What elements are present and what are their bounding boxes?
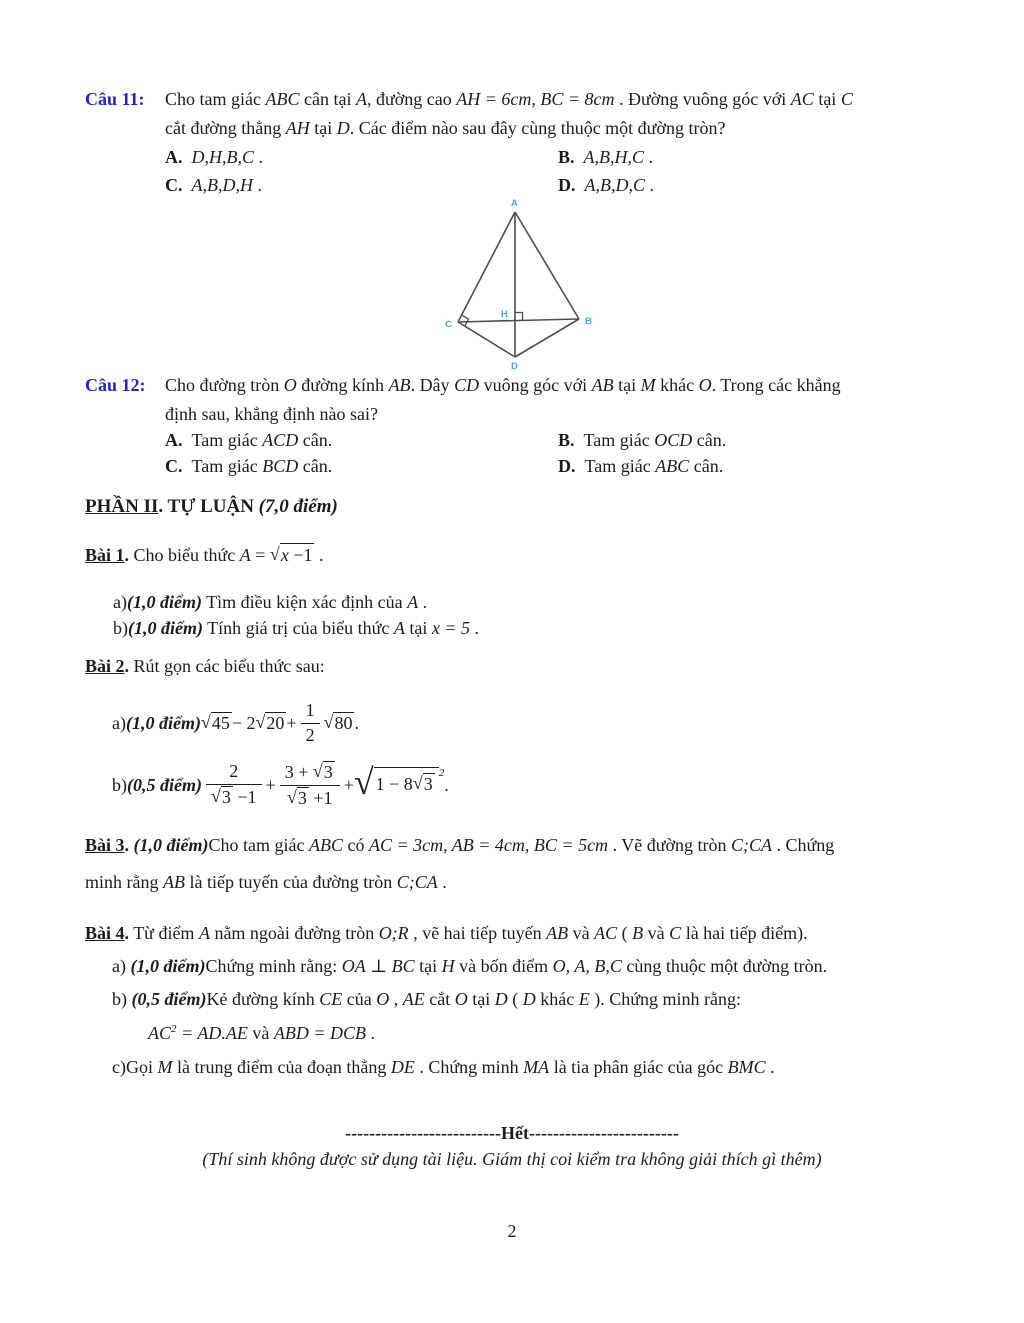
bai3-line1: [85, 834, 834, 857]
text-segment: Tính giá trị của biểu thức: [202, 618, 394, 638]
radical-symbol: √: [200, 712, 211, 732]
text-segment: AH: [285, 118, 310, 138]
text-segment: .: [365, 1023, 375, 1043]
q11-option-c: [165, 174, 262, 197]
text-segment: B: [632, 923, 644, 943]
bai4-item-b: [112, 988, 741, 1011]
item-points: (1,0 điểm): [128, 618, 203, 638]
item-points: (1,0 điểm): [125, 712, 201, 733]
text-segment: . TỰ LUẬN: [158, 496, 259, 517]
radicand: 45: [211, 713, 230, 733]
q12-label: Câu 12:: [85, 375, 146, 395]
option-key: C.: [165, 456, 183, 476]
numerator-pre: 3 +: [284, 761, 313, 782]
text-segment: . Đường vuông góc với: [614, 89, 791, 109]
text-segment: ABC: [308, 835, 343, 855]
text-segment: O: [376, 989, 390, 1009]
item-points: (1,0 điểm): [130, 956, 206, 976]
item-key: a): [112, 712, 126, 733]
figure-label-H: H: [501, 309, 508, 320]
text-segment: AC: [148, 1023, 172, 1043]
right-angle-mark-H: [515, 313, 523, 321]
text-segment: −1: [288, 545, 313, 565]
text-segment: ABC: [655, 456, 690, 476]
text-segment: AB: [388, 375, 411, 395]
text-segment: C;CA: [396, 872, 438, 892]
line-CD: [458, 322, 515, 357]
option-key: D.: [558, 175, 576, 195]
text-segment: định sau, khẳng định nào sai?: [165, 404, 378, 424]
option-key: D.: [558, 456, 576, 476]
text-segment: Tam giác: [191, 456, 263, 476]
radicand-pre: 1 − 8: [375, 774, 413, 794]
item-key: a): [112, 956, 131, 976]
text-segment: cùng thuộc một đường tròn.: [621, 956, 828, 976]
text-segment: (7,0 điểm): [258, 496, 338, 517]
text-segment: D,H,B,C: [191, 147, 254, 167]
text-segment: tại: [813, 89, 841, 109]
text-segment: O;R: [378, 923, 409, 943]
text-segment: vuông góc với: [479, 375, 592, 395]
text-segment: .: [124, 656, 130, 676]
text-segment: x: [280, 545, 289, 565]
text-segment: cân.: [692, 430, 727, 450]
q11-label: Câu 11:: [85, 89, 145, 109]
text-segment: Cho tam giác: [165, 89, 266, 109]
text-segment: .: [470, 618, 479, 638]
text-segment: ACD: [262, 430, 299, 450]
q12-option-c: [165, 455, 332, 478]
text-segment: tại: [467, 989, 495, 1009]
text-segment: c): [112, 1057, 126, 1077]
text-segment: , đường cao: [366, 89, 457, 109]
item-text: [202, 592, 427, 612]
line-AB: [515, 212, 579, 319]
text-segment: là hai tiếp điểm).: [681, 923, 808, 943]
q11-line1: [165, 88, 853, 111]
text-segment: O: [283, 375, 297, 395]
bai4-item-c: [112, 1056, 775, 1079]
text-segment: Tam giác: [191, 430, 263, 450]
sqrt-expression: [313, 761, 335, 784]
formula-end: .: [314, 545, 324, 565]
text-segment: Gọi: [125, 1057, 158, 1077]
text-segment: AC: [790, 89, 814, 109]
q12-option-a: [165, 429, 332, 452]
text-segment: có: [342, 835, 369, 855]
text-segment: .: [124, 835, 130, 855]
text-segment: .: [253, 175, 262, 195]
text-segment: C: [669, 923, 682, 943]
text-segment: DE: [390, 1057, 415, 1077]
radical-symbol: √: [353, 762, 374, 802]
dashes-left: --------------------------: [345, 1123, 501, 1143]
text-segment: .: [765, 1057, 775, 1077]
radical-symbol: √: [255, 712, 266, 732]
text-segment: tại: [613, 375, 641, 395]
text-segment: AH = 6cm, BC = 8cm: [456, 89, 615, 109]
bai1-heading: [85, 543, 323, 567]
dashes-right: -------------------------: [528, 1123, 679, 1143]
text-segment: Tam giác: [583, 430, 655, 450]
text-segment: O, A, B,C: [552, 956, 622, 976]
text-segment: H: [441, 956, 455, 976]
denominator: 2: [305, 724, 315, 745]
part2-heading: [85, 495, 338, 519]
text-segment: A: [355, 89, 367, 109]
text-segment: và bốn điểm: [454, 956, 553, 976]
radicand: 3: [423, 774, 433, 794]
text-segment: D: [522, 989, 536, 1009]
text-segment: 2: [171, 1023, 177, 1035]
option-key: B.: [558, 430, 575, 450]
bai2-item-b: [112, 752, 449, 818]
radical-symbol: √: [323, 712, 334, 732]
text-segment: .: [418, 592, 428, 612]
item-key: b): [112, 989, 132, 1009]
text-segment: và: [568, 923, 595, 943]
line-CB: [458, 319, 579, 322]
radicand: [374, 767, 439, 795]
radicand: 80: [334, 713, 353, 733]
sqrt-expression: [287, 787, 309, 810]
text-segment: Cho đường tròn: [165, 375, 284, 395]
radical-symbol: √: [312, 760, 323, 781]
option-key: C.: [165, 175, 183, 195]
sqrt-expression: [270, 543, 315, 567]
text-segment: O: [454, 989, 468, 1009]
text-segment: . Dây: [410, 375, 455, 395]
text-segment: của: [342, 989, 377, 1009]
q11-option-b: [558, 146, 653, 169]
text-segment: Cho biểu thức: [129, 545, 240, 565]
bai1-item-b: [113, 617, 479, 640]
text-segment: Bài 3: [85, 835, 125, 855]
option-text: [584, 147, 654, 167]
text-segment: AC = 3cm, AB = 4cm, BC = 5cm: [368, 835, 609, 855]
bai1-formula: [240, 545, 324, 565]
text-segment: đường kính: [296, 375, 389, 395]
q12-line1: [165, 374, 841, 397]
text-segment: .: [254, 147, 263, 167]
text-segment: cắt đường thẳng: [165, 118, 286, 138]
denominator: [206, 785, 262, 809]
fraction: [202, 761, 266, 808]
q12-option-b: [558, 429, 726, 452]
text-segment: và: [247, 1023, 274, 1043]
text-segment: . Trong các khẳng: [711, 375, 841, 395]
text-segment: BCD: [262, 456, 299, 476]
text-segment: A,B,H,C: [583, 147, 645, 167]
operator: +: [343, 774, 354, 795]
text-segment: ⊥: [365, 956, 392, 976]
item-points: (0,5 điểm): [127, 774, 202, 795]
figure-label-D: D: [511, 361, 518, 372]
text-segment: là trung điểm của đoạn thẳng: [172, 1057, 391, 1077]
numerator: 1: [301, 700, 320, 724]
sqrt-expression: [211, 786, 233, 809]
text-segment: tại: [404, 618, 432, 638]
text-segment: DCB: [329, 1023, 366, 1043]
text-segment: .: [644, 147, 654, 167]
bai3-line2: [85, 871, 447, 894]
text-segment: . Vẽ đường tròn: [608, 835, 731, 855]
radical-symbol: √: [210, 786, 221, 806]
text-segment: D: [494, 989, 508, 1009]
text-segment: A,B,D,H: [191, 175, 253, 195]
item-text: [203, 618, 479, 638]
big-sqrt-expression: [353, 762, 445, 803]
text-segment: ). Chứng minh rằng:: [589, 989, 741, 1009]
text-segment: là tia phân giác của góc: [549, 1057, 728, 1077]
bai2-item-a: [112, 694, 359, 752]
text-segment: AE: [402, 989, 425, 1009]
item-key: b): [112, 774, 127, 795]
q12-line2: [165, 403, 378, 426]
text-segment: M: [640, 375, 656, 395]
text-segment: nằm ngoài đường tròn: [209, 923, 379, 943]
figure-label-B: B: [585, 316, 592, 327]
sqrt-expression: [201, 712, 232, 734]
option-key: A.: [165, 147, 183, 167]
text-segment: AC: [594, 923, 618, 943]
option-key: A.: [165, 430, 183, 450]
text-segment: A: [393, 618, 405, 638]
text-segment: (: [617, 923, 633, 943]
operator: − 2: [231, 712, 256, 733]
text-segment: (: [507, 989, 523, 1009]
option-text: [585, 456, 724, 476]
text-segment: BMC: [727, 1057, 766, 1077]
end-marker: [0, 1122, 1024, 1145]
bai1-item-a: [113, 591, 427, 614]
numerator: [280, 761, 340, 786]
text-segment: A,B,D,C: [584, 175, 645, 195]
operator: +: [286, 712, 297, 733]
bai2-heading: [85, 655, 325, 678]
text-segment: Rút gọn các biểu thức sau:: [129, 656, 325, 676]
period: .: [354, 712, 359, 733]
radicand: [280, 543, 315, 567]
text-segment: A: [239, 545, 251, 565]
period: .: [444, 774, 449, 795]
text-segment: .: [124, 545, 130, 565]
text-segment: CD: [454, 375, 480, 395]
text-segment: PHẦN II: [85, 496, 159, 517]
figure-label-C: C: [445, 319, 452, 330]
text-segment: Bài 1: [85, 545, 125, 565]
text-segment: OCD: [654, 430, 693, 450]
sqrt-expression: [256, 712, 287, 734]
text-segment: Bài 4: [85, 923, 125, 943]
option-text: [192, 147, 264, 167]
text-segment: MA: [523, 1057, 550, 1077]
text-segment: C: [840, 89, 853, 109]
radicand: 3: [221, 787, 231, 807]
het-label: Hết: [501, 1123, 529, 1143]
text-segment: AB: [591, 375, 614, 395]
bai1-heading-text: [85, 545, 240, 565]
footer-note: (Thí sinh không được sử dụng tài liệu. Giám thị coi kiểm tra không giải thích gì thêm): [202, 1149, 822, 1169]
line-BD: [515, 319, 579, 357]
text-segment: x = 5: [431, 618, 470, 638]
text-segment: Bài 2: [85, 656, 125, 676]
q11-option-a: [165, 146, 263, 169]
text-segment: cân tại: [299, 89, 356, 109]
text-segment: cân.: [689, 456, 724, 476]
operator: +: [265, 774, 276, 795]
text-segment: =: [250, 545, 270, 565]
fraction: [297, 700, 324, 746]
text-segment: Tìm điều kiện xác định của: [201, 592, 408, 612]
line-AC: [458, 212, 515, 322]
geometry-figure: [435, 190, 605, 372]
numerator: 2: [206, 761, 262, 785]
text-segment: =: [176, 1023, 198, 1043]
text-segment: AB: [546, 923, 569, 943]
text-segment: .: [437, 872, 447, 892]
text-segment: cân.: [298, 430, 333, 450]
option-key: B.: [558, 147, 575, 167]
text-segment: A: [407, 592, 419, 612]
q11-line2: [165, 117, 725, 140]
text-segment: . Các điểm nào sau đây cùng thuộc một đường tròn?: [349, 118, 726, 138]
text-segment: Chứng minh rằng:: [205, 956, 342, 976]
text-segment: ,: [389, 989, 403, 1009]
item-text: [206, 989, 740, 1009]
sqrt-expression: [413, 773, 435, 795]
text-segment: Kẻ đường kính: [206, 989, 320, 1009]
radical-symbol: √: [412, 773, 423, 793]
text-segment: .: [124, 923, 130, 943]
text-segment: Cho tam giác: [208, 835, 309, 855]
text-segment: khác: [655, 375, 699, 395]
option-text: [584, 430, 727, 450]
text-segment: ABD: [273, 1023, 309, 1043]
text-segment: .: [645, 175, 654, 195]
option-text: [192, 175, 263, 195]
text-segment: . Chứng minh: [414, 1057, 524, 1077]
text-segment: D: [336, 118, 350, 138]
text-segment: AD.AE: [197, 1023, 248, 1043]
bai4-line1: [85, 922, 808, 945]
text-segment: khác: [535, 989, 579, 1009]
formula-lhs: [240, 545, 270, 565]
text-segment: CE: [319, 989, 343, 1009]
text-segment: M: [157, 1057, 173, 1077]
text-segment: . Chứng: [772, 835, 835, 855]
radical-symbol: √: [269, 544, 280, 564]
text-segment: Từ điểm: [129, 923, 199, 943]
text-segment: ABC: [265, 89, 300, 109]
radicand: 3: [297, 787, 307, 808]
text-segment: cân.: [298, 456, 333, 476]
item-points: (1,0 điểm): [126, 592, 202, 612]
text-segment: cắt: [424, 989, 455, 1009]
radical-symbol: √: [286, 786, 297, 807]
radicand: 3: [323, 761, 333, 782]
denominator-rest: +1: [308, 787, 333, 808]
item-key: b): [113, 618, 128, 638]
item-text: [205, 956, 827, 976]
q12-option-d: [558, 455, 723, 478]
text-segment: BC: [391, 956, 415, 976]
item-key: a): [113, 592, 127, 612]
text-segment: tại: [414, 956, 442, 976]
denominator: [280, 786, 340, 810]
option-text: [192, 430, 333, 450]
text-segment: A: [198, 923, 210, 943]
figure-label-A: A: [511, 198, 518, 209]
text-segment: AB: [163, 872, 185, 892]
text-segment: OA: [341, 956, 366, 976]
text-segment: =: [308, 1023, 330, 1043]
sqrt-expression: [324, 712, 355, 734]
bai4-item-a: [112, 955, 827, 978]
text-segment: O: [698, 375, 712, 395]
page-number: 2: [507, 1221, 517, 1241]
exponent: 2: [438, 767, 445, 779]
fraction: [276, 761, 344, 809]
text-segment: và: [643, 923, 670, 943]
option-text: [192, 456, 333, 476]
text-segment: là tiếp tuyến của đường tròn: [185, 872, 397, 892]
bai4-formula: [148, 1022, 375, 1045]
item-points: (0,5 điểm): [131, 989, 207, 1009]
text-segment: C;CA: [731, 835, 773, 855]
text-segment: minh rằng: [85, 872, 163, 892]
denominator-rest: −1: [232, 787, 257, 807]
text-segment: Tam giác: [584, 456, 656, 476]
text-segment: , vẽ hai tiếp tuyến: [408, 923, 547, 943]
text-segment: E: [578, 989, 590, 1009]
text-segment: (1,0 điểm): [133, 835, 209, 855]
text-segment: tại: [309, 118, 337, 138]
radicand: 20: [266, 713, 285, 733]
